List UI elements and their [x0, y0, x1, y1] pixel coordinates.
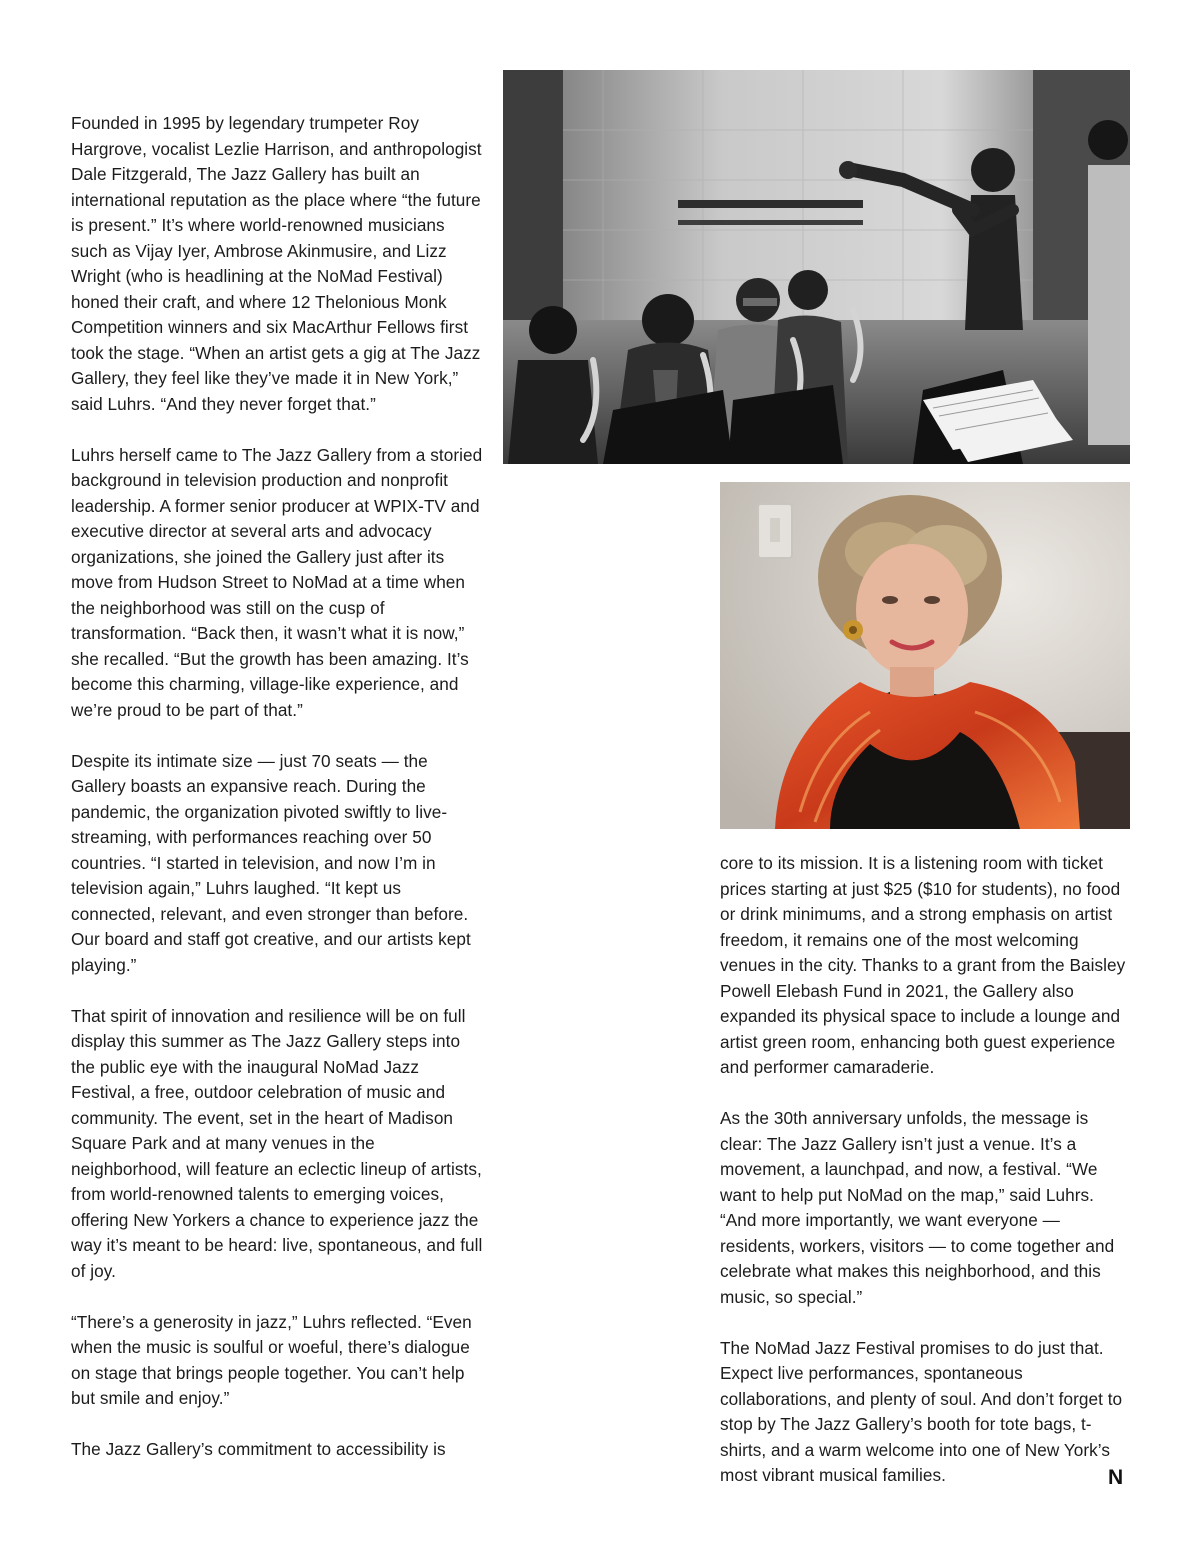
article-paragraph: Despite its intimate size — just 70 seats — the Gallery boasts an expansive reach. During the pandemic, the organization pivoted swiftly to live-streaming, with performances reaching over 50 countries. “I started in television, and now I’m in television again,” Luhrs laughed. “It kept us connected, relevant, and even stronger than before. Our board and staff got creative, and our artists kept playing.” [71, 750, 471, 975]
portrait-illustration [720, 482, 1130, 829]
article-paragraph: Luhrs herself came to The Jazz Gallery from a storied background in television production and nonprofit leadership. A former senior producer at WPIX-TV and executive director at several arts and advocacy organizations, she joined the Gallery just after its move from Hudson Street to NoMad at a time when the neighborhood was still on the cusp of transformation. “Back then, it wasn’t what it is now,” she recalled. “But the growth has been amazing. It’s become this charming, village-like experience, and we’re proud to be part of that.” [71, 444, 483, 720]
article-paragraph: core to its mission. It is a listening room with ticket prices starting at just $25 ($10 for students), no food or drink minimums, and a strong emphasis on artist freedom, it remains one of the most welcoming venues in the city. Thanks to a grant from the Baisley Powell Elebash Fund in 2021, the Gallery also expanded its physical space to include a lounge and artist green room, enhancing both guest experience and performer camaraderie. [720, 853, 1126, 1077]
article-right-column [720, 851, 1134, 1489]
band-rehearsal-illustration [503, 70, 1130, 464]
article-paragraph: As the 30th anniversary unfolds, the message is clear: The Jazz Gallery isn’t just a venue. It’s a movement, a launchpad, and now, a festival. “We want to help put NoMad on the map,” said Luhrs. “And more importantly, we want everyone — residents, workers, visitors — to come together and celebrate what makes this neighborhood, and this music, so special.” [720, 1108, 1115, 1307]
article-paragraph: Founded in 1995 by legendary trumpeter Roy Hargrove, vocalist Lezlie Harrison, and anthropologist Dale Fitzgerald, The Jazz Gallery has built an international reputation as the place where “the future is present.” It’s where world-renowned musicians such as Vijay Iyer, Ambrose Akinmusire, and Lizz Wright (who is headlining at the NoMad Festival) honed their craft, and where 12 Thelonious Monk Competition winners and six MacArthur Fellows first took the stage. “When an artist gets a gig at The Jazz Gallery, they feel like they’ve made it in New York,” said Luhrs. “And they never forget that.” [71, 113, 482, 414]
nomad-logo-icon: N [1108, 1466, 1124, 1489]
article-paragraph: “There’s a generosity in jazz,” Luhrs reflected. “Even when the music is soulful or woeful, there’s dialogue on stage that brings people together. You can’t help but smile and enjoy.” [71, 1311, 472, 1408]
article-paragraph: The NoMad Jazz Festival promises to do just that. Expect live performances, spontaneous collaborations, and plenty of soul. And don’t forget to stop by The Jazz Gallery’s booth for tote bags, t-shirts, and a warm welcome into one of New York’s most vibrant musical families. [720, 1337, 1123, 1485]
article-paragraph: That spirit of innovation and resilience will be on full display this summer as The Jazz Gallery steps into the public eye with the inaugural NoMad Jazz Festival, a free, outdoor celebration of music and community. The event, set in the heart of Madison Square Park and at many venues in the neighborhood, will feature an eclectic lineup of artists, from world-renowned talents to emerging voices, offering New Yorkers a chance to experience jazz the way it’s meant to be heard: live, spontaneous, and full of joy. [71, 1005, 483, 1281]
article-left-column [71, 111, 483, 1463]
article-paragraph: The Jazz Gallery’s commitment to accessibility is [71, 1439, 446, 1459]
band-rehearsal-photo [503, 70, 1130, 464]
portrait-photo [720, 482, 1130, 829]
